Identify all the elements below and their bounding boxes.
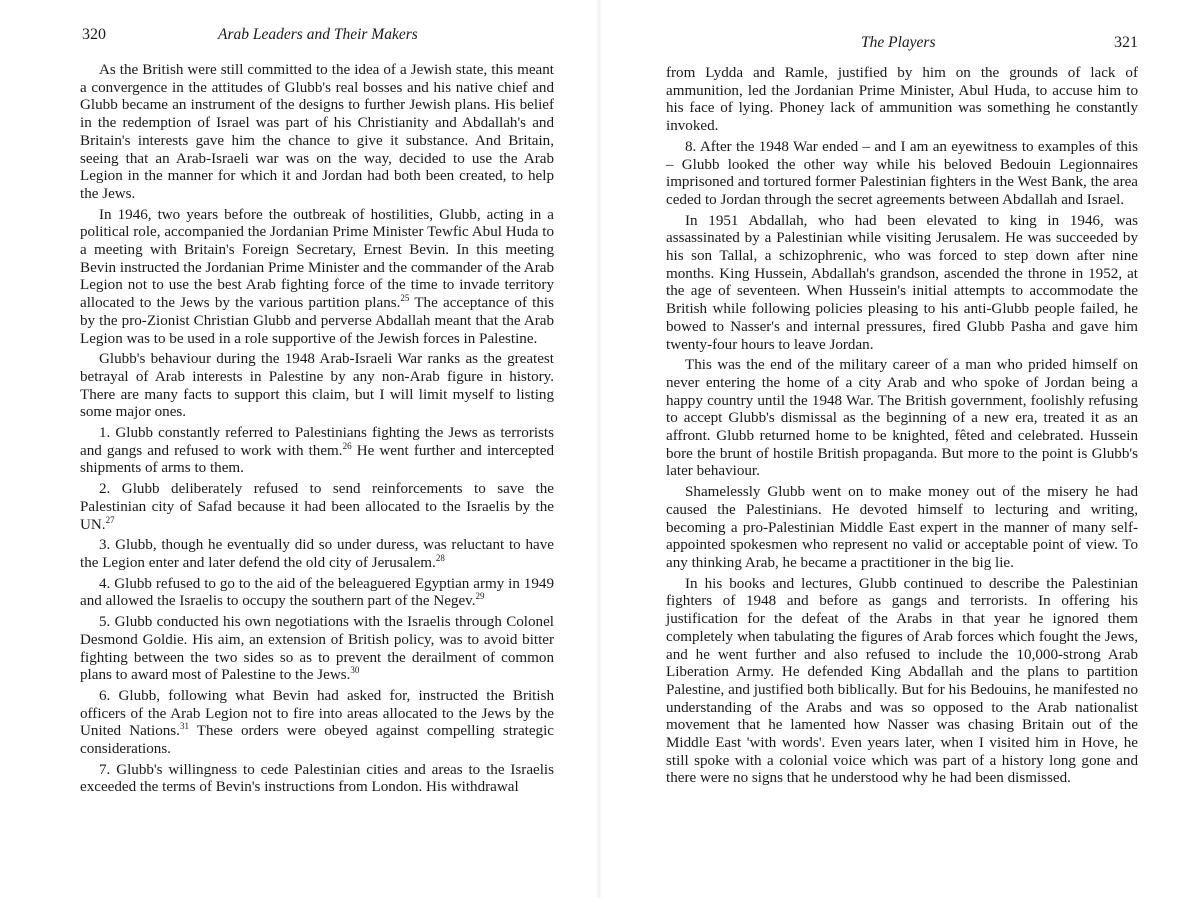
paragraph <box>80 537 554 572</box>
paragraph-text: Shamelessly Glubb went on to make money out of the misery he had caused the Palestinians. He devoted himself to lecturing and writing, becoming a pro-Palestinian Middle East expert in the manner of many self-appointed spokesmen who represent no valid or acceptable point of view. To any thinking Arab, he became a practitioner in the big lie. <box>666 484 1138 571</box>
paragraph <box>80 481 554 534</box>
paragraph <box>80 425 554 478</box>
paragraph-text: 1. Glubb constantly referred to Palestinians fighting the Jews as terrorists and gangs and refused to work with them. <box>80 425 554 459</box>
paragraph <box>666 576 1138 788</box>
paragraph <box>80 576 554 611</box>
footnote-ref: 26 <box>342 440 352 451</box>
paragraph <box>666 484 1138 573</box>
page-body <box>80 62 554 800</box>
paragraph-text: 6. Glubb, following what Bevin had asked for, instructed the British officers of the Arab Legion not to fire into areas allocated to the Jews by the United Nations. <box>80 687 554 740</box>
paragraph-text: In 1946, two years before the outbreak of hostilities, Glubb, acting in a political role, accompanied the Jordanian Prime Minister Tewfic Abul Huda to a meeting with Britain's Foreign Secretary, Ernest Bevin. In this meeting Bevin instructed the Jordanian Prime Minister and the commander of the Arab Legion not to use the best Arab fighting force of the time to invade territory allocated to the Jews by the various partition plans. <box>80 206 554 312</box>
paragraph-text: 3. Glubb, though he eventually did so under duress, was reluctant to have the Legion enter and later defend the old city of Jerusalem. <box>80 537 554 571</box>
footnote-ref: 31 <box>179 721 189 732</box>
paragraph-text: This was the end of the military career of a man who prided himself on never entering the home of a city Arab and who spoke of Jordan being a happy country until the 1948 War. The British government, foolishly refusing to accept Glubb's dismissal as the beginning of a new era, treated it as an affront. Glubb returned home to be knighted, fêted and celebrated. Hussein bore the brunt of hostile British propaganda. But more to the point is Glubb's later behaviour. <box>666 357 1138 480</box>
footnote-ref: 27 <box>105 514 115 525</box>
paragraph-text: 5. Glubb conducted his own negotiations with the Israelis through Colonel Desmond Goldie. His aim, an extension of British policy, was to avoid bitter fighting between the two sides so as to prevent the derailment of common plans to award most of Palestine to the Jews. <box>80 614 554 684</box>
footnote-ref: 28 <box>435 552 445 563</box>
paragraph <box>80 351 554 422</box>
paragraph-text: 2. Glubb deliberately refused to send reinforcements to save the Palestinian city of Safad because it had been allocated to the Israelis by the UN. <box>80 481 554 533</box>
paragraph-text: from Lydda and Ramle, justified by him on the grounds of lack of ammunition, led the Jordanian Prime Minister, Abul Huda, to accuse him to his face of lying. Phoney lack of ammunition was something he constantly invoked. <box>666 65 1138 135</box>
paragraph-text: 4. Glubb refused to go to the aid of the beleaguered Egyptian army in 1949 and allowed the Israelis to occupy the southern part of the Negev. <box>80 575 554 610</box>
paragraph-text: As the British were still committed to the idea of a Jewish state, this meant a convergence in the attitudes of Glubb's real bosses and his native chief and Glubb became an instrument of the designs to further Jewish plans. His belief in the redemption of Israel was part of his Christianity and Abdallah's and Britain's interests gave him the chance to give it substance. And Britain, seeing that an Arab-Israeli war was on the way, decided to use the Arab Legion in the manner for which it and Jordan had both been created, to help the Jews. <box>80 62 554 202</box>
paragraph-text: He went further and intercepted shipments of arms to them. <box>80 442 554 477</box>
paragraph-text: In 1951 Abdallah, who had been elevated to king in 1946, was assassinated by a Palestinian while visiting Jerusalem. He was succeeded by his son Tallal, a schizophrenic, who was forced to step down after nine months. King Hussein, Abdallah's grandson, ascended the throne in 1952, at the age of seventeen. When Hussein's initial attempts to accommodate the British while following policies pleasing to his anti-Glubb people failed, he bowed to Nasser's and internal pressures, fired Glubb Pasha and gave him twenty-four hours to leave Jordan. <box>666 212 1138 353</box>
paragraph <box>666 357 1138 481</box>
paragraph-text: Glubb's behaviour during the 1948 Arab-Israeli War ranks as the greatest betrayal of Arab interests in Palestine by any non-Arab figure in history. There are many facts to support this claim, but I will limit myself to listing some major ones. <box>80 351 554 421</box>
page-body <box>666 65 1138 791</box>
running-title: The Players <box>861 34 936 51</box>
paragraph <box>666 213 1138 355</box>
paragraph <box>666 139 1138 210</box>
running-title: Arab Leaders and Their Makers <box>218 26 418 43</box>
footnote-ref: 25 <box>400 293 410 304</box>
paragraph-text: The acceptance of this by the pro-Zionist Christian Glubb and perverse Abdallah meant that the Arab Legion was to be used in a role supportive of the Jewish forces in Palestine. <box>80 295 554 347</box>
page-number: 320 <box>82 26 106 43</box>
paragraph-text: In his books and lectures, Glubb continued to describe the Palestinian fighters of 1948 and before as gangs and terrorists. In offering his justification for the defeat of the Arabs in that year he ignored them completely when tabulating the figures of Arab forces which fought the Jews, and he went further and also refused to include the 10,000-strong Arab Liberation Army. He defended King Abdallah and the plans to partition Palestine, and justified both biblically. But for his Bedouins, he manifested no understanding of the Arabs and was so opposed to the Arab nationalist movement that he lamented how Nasser was chasing Britain out of the Middle East 'with words'. Even years later, when I visited him in Hove, he still spoke with a colonial voice which was part of a history long gone and there were no signs that he understood why he had been dismissed. <box>666 575 1138 787</box>
paragraph <box>80 762 554 797</box>
paragraph-text: These orders were obeyed against compelling strategic considerations. <box>80 723 554 758</box>
page-number: 321 <box>1114 34 1138 51</box>
paragraph <box>80 207 554 349</box>
paragraph <box>80 62 554 204</box>
footnote-ref: 30 <box>350 665 360 676</box>
paragraph-text: 8. After the 1948 War ended – and I am an eyewitness to examples of this – Glubb looked the other way while his beloved Bedouin Legionnaires imprisoned and tortured former Palestinian fighters in the West Bank, the area ceded to Jordan through the secret agreements between Abdallah and Israel. <box>666 138 1138 208</box>
footnote-ref: 29 <box>475 591 485 602</box>
paragraph <box>666 65 1138 136</box>
right-page <box>598 0 1195 898</box>
paragraph-text: 7. Glubb's willingness to cede Palestinian cities and areas to the Israelis exceeded the terms of Bevin's instructions from London. His withdrawal <box>80 761 554 796</box>
paragraph <box>80 614 554 685</box>
paragraph <box>80 688 554 759</box>
